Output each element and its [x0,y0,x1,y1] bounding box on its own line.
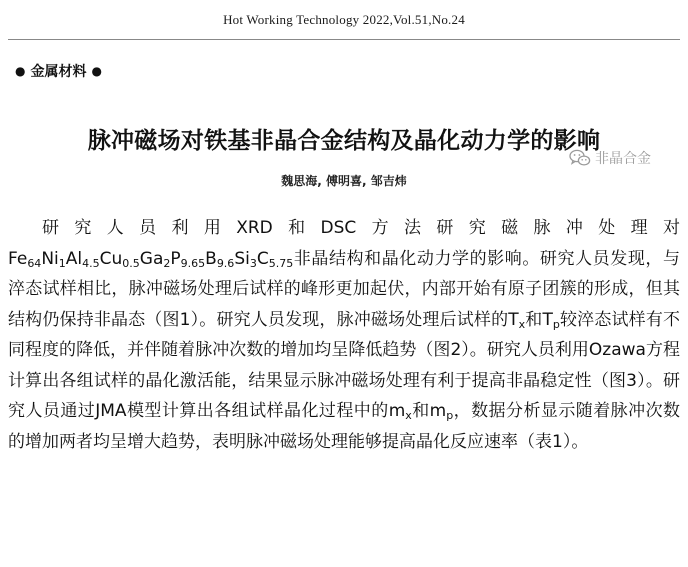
tx-symbol: T [508,309,519,330]
article-body [8,213,680,457]
formula-subscript: 64 [27,256,42,270]
formula-subscript: 9.6 [216,256,235,270]
watermark [569,148,651,168]
formula-subscript: 5.75 [268,256,294,270]
header-divider [8,39,680,40]
section-bullet-right: ● [91,64,102,78]
article-title: 脉冲磁场对铁基非晶合金结构及晶化动力学的影响 [87,128,601,154]
body-text-2: 非晶结构和晶化动力学的影响。研究人员发现，与淬态试样相比，脉冲磁场处理后试样的峰形更加起伏，内部开始有原子团簇的形成，但其结构仍保持非晶态（图1）。研究人员发现，脉冲磁场处理后试样的 [8,248,680,330]
formula-subscript: 9.65 [180,256,206,270]
formula-subscript: 2 [163,256,171,270]
mx-subscript: x [405,409,412,422]
section-bullet-left: ● [15,64,26,78]
formula-element: Ga [139,248,164,269]
tx-subscript: x [518,317,526,331]
section-tag [10,61,107,81]
body-text-3: 较淬态试样有不同程度的降低，并伴随着脉冲次数的增加均呈降低趋势（图2）。研究人员利用Ozawa方程计算出各组试样的晶化激活能，结果显示脉冲磁场处理有利于提高非晶稳定性（图3）。研究人员通过JMA模型计算出各组试样晶化过程中的 [8,309,680,421]
tp-subscript: p [552,317,560,331]
body-and-1: 和 [525,309,543,330]
formula-element: Si [234,248,250,269]
formula-element: C [256,248,269,269]
formula-subscript: 1 [58,256,66,270]
tp-symbol: T [542,309,553,330]
formula-subscript: 0.5 [122,256,140,270]
body-text-1: 研究人员利用XRD和DSC方法研究磁脉冲处理对 [42,218,680,238]
alloy-formula [8,249,293,269]
body-and-2: 和 [411,401,430,421]
formula-element: Cu [99,248,123,269]
formula-element: P [170,248,181,269]
mx-symbol: m [388,401,406,421]
formula-subscript: 3 [249,256,257,270]
watermark-text: 非晶合金 [595,151,651,167]
formula-element: Fe [8,248,28,269]
body-paragraph [8,213,680,457]
formula-subscript: 4.5 [82,256,100,270]
section-label: 金属材料 [30,64,87,80]
formula-element: Ni [41,248,59,269]
formula-element: Al [65,248,83,269]
mp-subscript: p [446,409,454,422]
article-authors: 魏思海, 傅明喜, 邹吉炜 [281,174,407,188]
formula-element: B [205,248,217,269]
body-text-4: ，数据分析显示随着脉冲次数的增加两者均呈增大趋势，表明脉冲磁场处理能够提高晶化反应速率（表1）。 [8,401,681,452]
mp-symbol: m [429,401,447,421]
journal-header: Hot Working Technology 2022,Vol.51,No.24 [223,12,465,27]
wechat-icon [569,149,591,167]
